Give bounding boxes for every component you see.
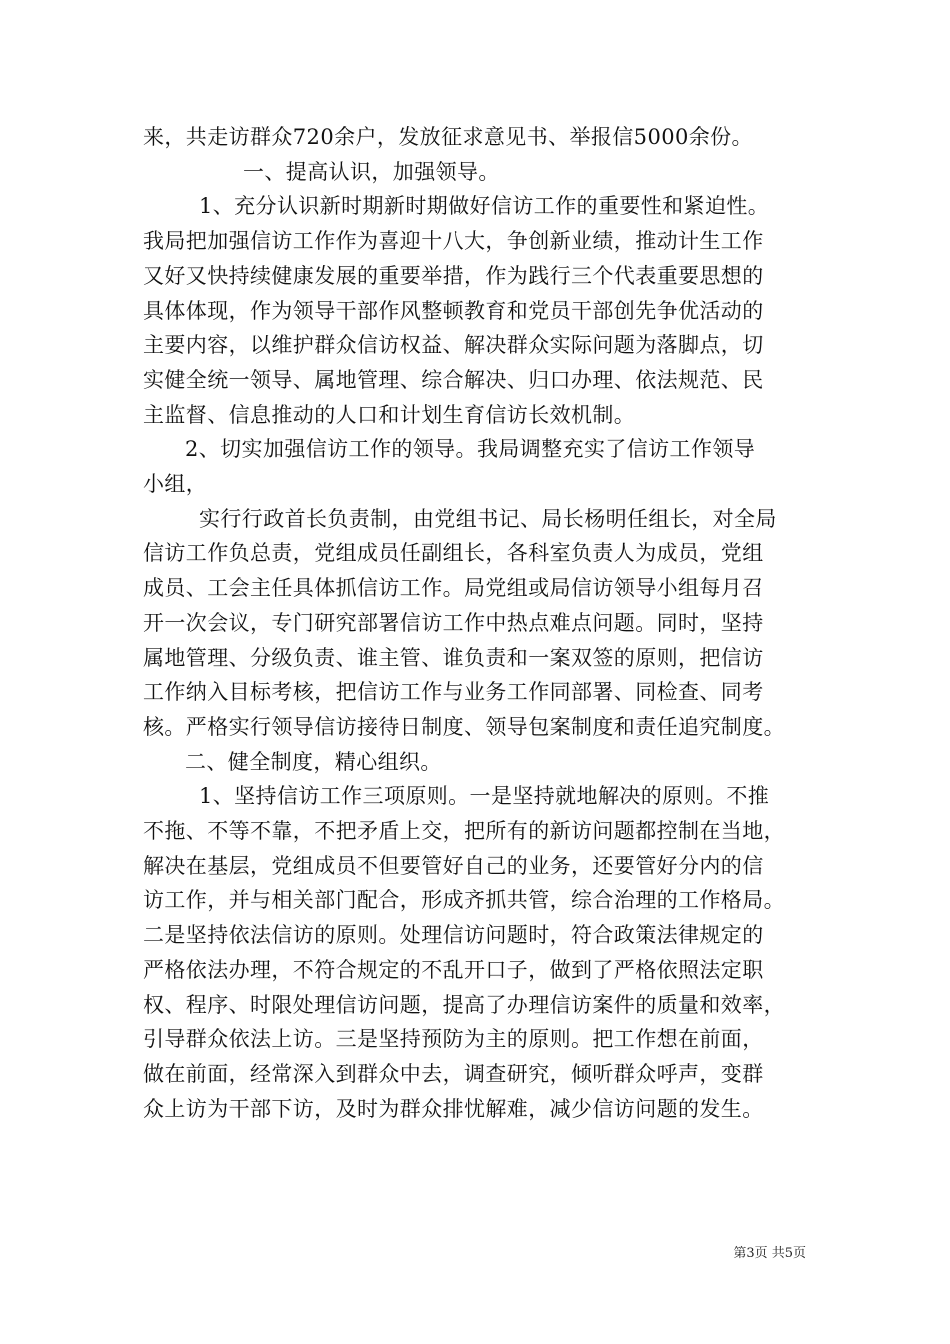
section-heading-1: 一、提高认识，加强领导。: [243, 159, 500, 184]
page-footer: 第3页 共5页: [733, 1246, 806, 1261]
section-heading-2: 二、健全制度，精心组织。: [185, 749, 442, 774]
paragraph-1-2-detail: 实行行政首长负责制，由党组书记、局长杨明任组长，对全局 信访工作负总责，党组成员任副组长，各科室负责人为成员，党组 成员、工会主任具体抓信访工作。局党组或局信访领导小组每月召 开一次会议，专门研究部署信访工作中热点难点问题。同时，坚持 属地管理、分级负责、谁主管、谁负责和一案双签的原则，把信访 工作纳入目标考核，把信访工作与业务工作同部署、同检查、同考 核。严格实行领导信访接待日制度、领导包案制度和责任追究制度。: [143, 506, 785, 739]
document-body: [143, 120, 808, 1126]
paragraph-2-1: 1、坚持信访工作三项原则。一是坚持就地解决的原则。不推 不拖、不等不靠，不把矛盾上交，把所有的新访问题都控制在当地， 解决在基层，党组成员不但要管好自己的业务，还要管好分内的信 访工作，并与相关部门配合，形成齐抓共管，综合治理的工作格局。 二是坚持依法信访的原则。处理信访问题时，符合政策法律规定的 严格依法办理，不符合规定的不乱开口子，做到了严格依照法定职 权、程序、时限处理信访问题，提高了办理信访案件的质量和效率， 引导群众依法上访。三是坚持预防为主的原则。把工作想在前面， 做在前面，经常深入到群众中去，调查研究，倾听群众呼声，变群 众上访为干部下访，及时为群众排忧解难，减少信访问题的发生。: [143, 784, 785, 1121]
paragraph-1-2: 2、切实加强信访工作的领导。我局调整充实了信访工作领导 小组，: [143, 437, 756, 497]
paragraph-1-1: 1、充分认识新时期新时期做好信访工作的重要性和紧迫性。 我局把加强信访工作作为喜迎十八大，争创新业绩，推动计生工作 又好又快持续健康发展的重要举措，作为践行三个代表重要思想的 具体体现，作为领导干部作风整顿教育和党员干部创先争优活动的 主要内容，以维护群众信访权益、解决群众实际问题为落脚点，切 实健全统一领导、属地管理、综合解决、归口办理、依法规范、民 主监督、信息推动的人口和计划生育信访长效机制。: [143, 194, 770, 427]
paragraph-continuation: 来，共走访群众720余户，发放征求意见书、举报信5000余份。: [143, 125, 753, 149]
